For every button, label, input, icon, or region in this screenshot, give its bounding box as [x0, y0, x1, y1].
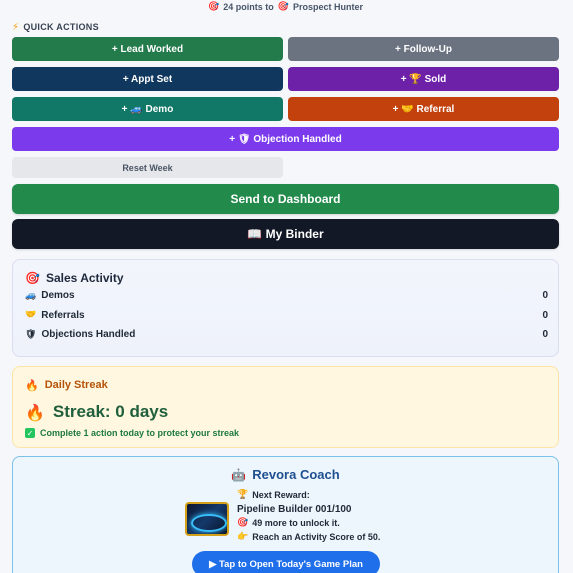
- more-to-unlock: 49 more to unlock it.: [252, 518, 340, 528]
- streak-count-text: Streak: 0 days: [52, 402, 169, 421]
- reward-details: [237, 488, 380, 544]
- target-icon: 🎯: [277, 2, 289, 12]
- target-icon: 🎯: [237, 518, 249, 528]
- fire-icon: 🔥: [25, 378, 39, 392]
- quick-actions-header: [12, 20, 559, 34]
- stat-value: 0: [542, 290, 548, 302]
- robot-icon: 🤖: [231, 467, 247, 482]
- goal-line: [237, 530, 380, 544]
- stat-label: Objections Handled: [41, 329, 136, 341]
- streak-note-text: Complete 1 action today to protect your streak: [40, 428, 240, 438]
- demo-button[interactable]: + 🚙 Demo: [12, 97, 283, 121]
- shield-icon: 🛡: [25, 329, 37, 340]
- sales-activity-title: [25, 270, 548, 286]
- stat-value: 0: [542, 309, 548, 321]
- daily-streak-title: [25, 377, 546, 393]
- quick-actions-grid: [12, 37, 559, 151]
- next-reward-label: Next Reward:: [252, 490, 310, 500]
- reward-name: Pipeline Builder 001/100: [237, 503, 352, 515]
- reward-name-line: [237, 502, 380, 516]
- sales-activity-card: [12, 259, 559, 357]
- coach-body: [185, 488, 558, 544]
- daily-streak-title-text: Daily Streak: [44, 379, 108, 391]
- objection-handled-button[interactable]: + 🛡 Objection Handled: [12, 127, 559, 151]
- car-icon: 🚙: [25, 290, 37, 301]
- revora-coach-card: [12, 456, 559, 573]
- appt-set-button[interactable]: + Appt Set: [12, 67, 283, 91]
- points-to-next-rank: [12, 0, 559, 14]
- points-text: 24 points to: [223, 2, 274, 12]
- reset-week-button[interactable]: Reset Week: [12, 157, 283, 178]
- daily-streak-card: [12, 366, 559, 448]
- trophy-icon: 🏆: [237, 490, 249, 500]
- stat-row-objections: [25, 325, 548, 345]
- quick-actions-label: QUICK ACTIONS: [23, 22, 99, 32]
- main-column: [12, 0, 559, 573]
- follow-up-button[interactable]: + Follow-Up: [288, 37, 559, 61]
- stat-label: Referrals: [41, 309, 85, 321]
- coach-title-text: Revora Coach: [252, 467, 340, 482]
- target-icon: 🎯: [208, 2, 220, 12]
- next-reward-line: [237, 488, 380, 502]
- stat-row-referrals: [25, 306, 548, 326]
- lightning-icon: ⚡: [12, 21, 20, 33]
- rank-name: Prospect Hunter: [292, 2, 363, 12]
- fire-icon: 🔥: [25, 402, 45, 422]
- more-to-unlock-line: [237, 516, 380, 530]
- reset-row: [12, 157, 559, 178]
- sales-activity-title-text: Sales Activity: [45, 271, 124, 285]
- handshake-icon: 🤝: [25, 310, 37, 321]
- open-game-plan-button[interactable]: ▶ Tap to Open Today's Game Plan: [192, 551, 380, 573]
- referral-button[interactable]: + 🤝 Referral: [288, 97, 559, 121]
- target-icon: 🎯: [25, 271, 40, 285]
- coach-title: [13, 467, 558, 482]
- sold-button[interactable]: + 🏆 Sold: [288, 67, 559, 91]
- my-binder-button[interactable]: 📖 My Binder: [12, 219, 559, 249]
- checkmark-icon: ✓: [26, 428, 34, 438]
- lead-worked-button[interactable]: + Lead Worked: [12, 37, 283, 61]
- pointing-hand-icon: 👉: [237, 532, 249, 542]
- stat-label: Demos: [41, 290, 75, 302]
- stat-value: 0: [542, 329, 548, 341]
- reward-thumbnail: [185, 502, 229, 536]
- send-to-dashboard-button[interactable]: Send to Dashboard: [12, 184, 559, 214]
- streak-count: [25, 402, 546, 422]
- streak-note: [25, 428, 546, 438]
- stat-row-demos: [25, 286, 548, 306]
- goal-text: Reach an Activity Score of 50.: [252, 532, 381, 542]
